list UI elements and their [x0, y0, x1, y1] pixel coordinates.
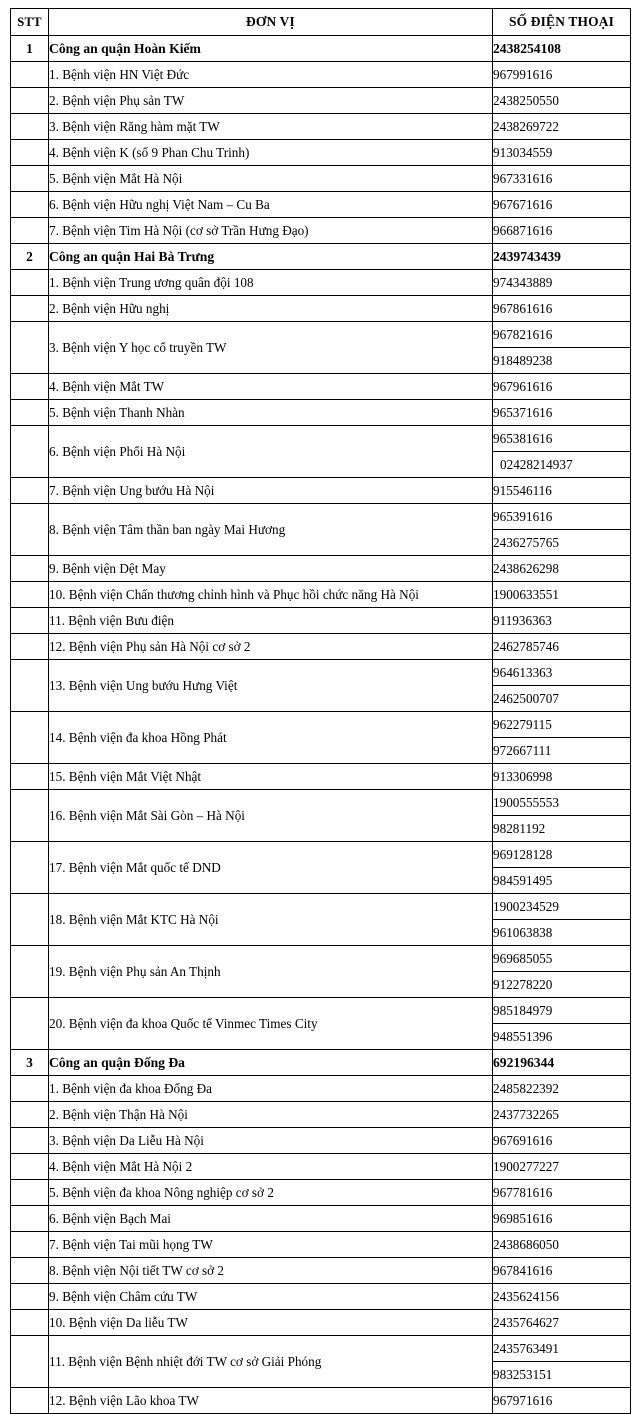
row-stt: [11, 374, 49, 400]
row-stt: [11, 88, 49, 114]
table-row: [11, 556, 631, 582]
row-stt: [11, 1284, 49, 1310]
table-row: [11, 1232, 631, 1258]
phone-number: 969685055: [493, 946, 631, 972]
unit-name: 5. Bệnh viện Thanh Nhàn: [49, 400, 493, 426]
group-row: [11, 1050, 631, 1076]
row-stt: [11, 1258, 49, 1284]
phone-number: 965391616: [493, 504, 631, 530]
phone-number: 964613363: [493, 660, 631, 686]
unit-name: 18. Bệnh viện Mắt KTC Hà Nội: [49, 894, 493, 946]
group-phone: 2439743439: [493, 244, 631, 270]
contact-table: [10, 8, 631, 1414]
phone-number-alt: 98281192: [493, 816, 631, 842]
table-row: [11, 998, 631, 1024]
phone-number: 1900555553: [493, 790, 631, 816]
phone-number: 1900633551: [493, 582, 631, 608]
row-stt: [11, 1388, 49, 1414]
unit-name: 5. Bệnh viện Mắt Hà Nội: [49, 166, 493, 192]
unit-name: 6. Bệnh viện Bạch Mai: [49, 1206, 493, 1232]
phone-number: 969128128: [493, 842, 631, 868]
phone-number: 2435624156: [493, 1284, 631, 1310]
row-stt: [11, 1336, 49, 1388]
unit-name: 1. Bệnh viện Trung ương quân đội 108: [49, 270, 493, 296]
table-row: [11, 478, 631, 504]
phone-number: 2438626298: [493, 556, 631, 582]
group-name: Công an quận Hoàn Kiếm: [49, 36, 493, 62]
phone-number: 913306998: [493, 764, 631, 790]
phone-number-alt: 2462500707: [493, 686, 631, 712]
row-stt: [11, 504, 49, 556]
table-row: [11, 790, 631, 816]
row-stt: [11, 764, 49, 790]
phone-number: 2485822392: [493, 1076, 631, 1102]
unit-name: 15. Bệnh viện Mắt Việt Nhật: [49, 764, 493, 790]
phone-number-alt: 918489238: [493, 348, 631, 374]
table-row: [11, 114, 631, 140]
phone-number: 2435763491: [493, 1336, 631, 1362]
phone-number: 2437732265: [493, 1102, 631, 1128]
table-row: [11, 192, 631, 218]
phone-number: 967961616: [493, 374, 631, 400]
unit-name: 9. Bệnh viện Châm cứu TW: [49, 1284, 493, 1310]
group-stt: 1: [11, 36, 49, 62]
phone-number: 967331616: [493, 166, 631, 192]
phone-number: 915546116: [493, 478, 631, 504]
table-row: [11, 842, 631, 868]
row-stt: [11, 166, 49, 192]
unit-name: 16. Bệnh viện Mắt Sài Gòn – Hà Nội: [49, 790, 493, 842]
table-row: [11, 1310, 631, 1336]
row-stt: [11, 998, 49, 1050]
unit-name: 7. Bệnh viện Tai mũi họng TW: [49, 1232, 493, 1258]
table-row: [11, 1388, 631, 1414]
table-row: [11, 218, 631, 244]
phone-number: 985184979: [493, 998, 631, 1024]
row-stt: [11, 582, 49, 608]
row-stt: [11, 322, 49, 374]
table-row: [11, 62, 631, 88]
unit-name: 12. Bệnh viện Lão khoa TW: [49, 1388, 493, 1414]
phone-number-alt: 948551396: [493, 1024, 631, 1050]
phone-number: 911936363: [493, 608, 631, 634]
unit-name: 2. Bệnh viện Thận Hà Nội: [49, 1102, 493, 1128]
row-stt: [11, 1206, 49, 1232]
table-row: [11, 894, 631, 920]
column-header-unit: ĐƠN VỊ: [49, 9, 493, 36]
unit-name: 19. Bệnh viện Phụ sản An Thịnh: [49, 946, 493, 998]
unit-name: 3. Bệnh viện Răng hàm mặt TW: [49, 114, 493, 140]
row-stt: [11, 1310, 49, 1336]
row-stt: [11, 1232, 49, 1258]
unit-name: 7. Bệnh viện Ung bướu Hà Nội: [49, 478, 493, 504]
table-row: [11, 1284, 631, 1310]
phone-number: 966871616: [493, 218, 631, 244]
unit-name: 6. Bệnh viện Hữu nghị Việt Nam – Cu Ba: [49, 192, 493, 218]
table-row: [11, 582, 631, 608]
unit-name: 6. Bệnh viện Phổi Hà Nội: [49, 426, 493, 478]
group-stt: 3: [11, 1050, 49, 1076]
unit-name: 4. Bệnh viện Mắt TW: [49, 374, 493, 400]
row-stt: [11, 114, 49, 140]
phone-number: 1900234529: [493, 894, 631, 920]
phone-number: 2438250550: [493, 88, 631, 114]
phone-number: 967671616: [493, 192, 631, 218]
row-stt: [11, 426, 49, 478]
table-row: [11, 660, 631, 686]
row-stt: [11, 296, 49, 322]
row-stt: [11, 478, 49, 504]
row-stt: [11, 842, 49, 894]
phone-number: 969851616: [493, 1206, 631, 1232]
phone-number: 965381616: [493, 426, 631, 452]
table-row: [11, 400, 631, 426]
header-row: [11, 9, 631, 36]
group-row: [11, 244, 631, 270]
group-name: Công an quận Hai Bà Trưng: [49, 244, 493, 270]
phone-number-alt: 2436275765: [493, 530, 631, 556]
table-row: [11, 608, 631, 634]
unit-name: 4. Bệnh viện K (số 9 Phan Chu Trinh): [49, 140, 493, 166]
column-header-phone: SỐ ĐIỆN THOẠI: [493, 9, 631, 36]
group-stt: 2: [11, 244, 49, 270]
phone-number: 967841616: [493, 1258, 631, 1284]
phone-number: 967971616: [493, 1388, 631, 1414]
row-stt: [11, 1076, 49, 1102]
unit-name: 8. Bệnh viện Nội tiết TW cơ sở 2: [49, 1258, 493, 1284]
phone-number-alt: 961063838: [493, 920, 631, 946]
row-stt: [11, 608, 49, 634]
row-stt: [11, 660, 49, 712]
table-row: [11, 1206, 631, 1232]
phone-number: 2462785746: [493, 634, 631, 660]
table-row: [11, 1258, 631, 1284]
unit-name: 11. Bệnh viện Bưu điện: [49, 608, 493, 634]
column-header-stt: STT: [11, 9, 49, 36]
phone-number: 2435764627: [493, 1310, 631, 1336]
table-row: [11, 1154, 631, 1180]
row-stt: [11, 556, 49, 582]
phone-number: 967861616: [493, 296, 631, 322]
phone-number: 2438269722: [493, 114, 631, 140]
row-stt: [11, 946, 49, 998]
phone-number: 913034559: [493, 140, 631, 166]
unit-name: 13. Bệnh viện Ung bướu Hưng Việt: [49, 660, 493, 712]
row-stt: [11, 894, 49, 946]
unit-name: 3. Bệnh viện Da Liễu Hà Nội: [49, 1128, 493, 1154]
phone-number: 967781616: [493, 1180, 631, 1206]
unit-name: 20. Bệnh viện đa khoa Quốc tế Vinmec Times City: [49, 998, 493, 1050]
row-stt: [11, 1154, 49, 1180]
table-row: [11, 296, 631, 322]
row-stt: [11, 140, 49, 166]
table-row: [11, 712, 631, 738]
phone-number-alt: 972667111: [493, 738, 631, 764]
unit-name: 8. Bệnh viện Tâm thần ban ngày Mai Hương: [49, 504, 493, 556]
table-row: [11, 504, 631, 530]
group-phone: 692196344: [493, 1050, 631, 1076]
group-row: [11, 36, 631, 62]
unit-name: 5. Bệnh viện đa khoa Nông nghiệp cơ sở 2: [49, 1180, 493, 1206]
unit-name: 11. Bệnh viện Bệnh nhiệt đới TW cơ sở Giải Phóng: [49, 1336, 493, 1388]
group-phone: 2438254108: [493, 36, 631, 62]
unit-name: 12. Bệnh viện Phụ sản Hà Nội cơ sở 2: [49, 634, 493, 660]
phone-number-alt: 983253151: [493, 1362, 631, 1388]
table-row: [11, 88, 631, 114]
phone-number: 974343889: [493, 270, 631, 296]
phone-number: 967691616: [493, 1128, 631, 1154]
phone-number: 962279115: [493, 712, 631, 738]
unit-name: 2. Bệnh viện Phụ sản TW: [49, 88, 493, 114]
phone-number: 965371616: [493, 400, 631, 426]
unit-name: 7. Bệnh viện Tim Hà Nội (cơ sở Trần Hưng Đạo): [49, 218, 493, 244]
row-stt: [11, 1128, 49, 1154]
row-stt: [11, 270, 49, 296]
unit-name: 17. Bệnh viện Mắt quốc tế DND: [49, 842, 493, 894]
unit-name: 2. Bệnh viện Hữu nghị: [49, 296, 493, 322]
row-stt: [11, 634, 49, 660]
unit-name: 9. Bệnh viện Dệt May: [49, 556, 493, 582]
table-row: [11, 1128, 631, 1154]
table-header: [11, 9, 631, 36]
unit-name: 14. Bệnh viện đa khoa Hồng Phát: [49, 712, 493, 764]
table-body: [11, 36, 631, 1414]
phone-number: 967821616: [493, 322, 631, 348]
table-row: [11, 140, 631, 166]
table-row: [11, 764, 631, 790]
unit-name: 1. Bệnh viện HN Việt Đức: [49, 62, 493, 88]
unit-name: 3. Bệnh viện Y học cổ truyền TW: [49, 322, 493, 374]
table-row: [11, 166, 631, 192]
row-stt: [11, 1180, 49, 1206]
table-row: [11, 946, 631, 972]
table-row: [11, 322, 631, 348]
group-name: Công an quận Đống Đa: [49, 1050, 493, 1076]
unit-name: 4. Bệnh viện Mắt Hà Nội 2: [49, 1154, 493, 1180]
unit-name: 10. Bệnh viện Chấn thương chỉnh hình và Phục hồi chức năng Hà Nội: [49, 582, 493, 608]
phone-number-alt: 02428214937: [493, 452, 631, 478]
row-stt: [11, 790, 49, 842]
row-stt: [11, 62, 49, 88]
row-stt: [11, 712, 49, 764]
table-row: [11, 1076, 631, 1102]
phone-number-alt: 912278220: [493, 972, 631, 998]
row-stt: [11, 192, 49, 218]
table-row: [11, 1102, 631, 1128]
row-stt: [11, 218, 49, 244]
row-stt: [11, 1102, 49, 1128]
unit-name: 1. Bệnh viện đa khoa Đống Đa: [49, 1076, 493, 1102]
table-row: [11, 374, 631, 400]
table-row: [11, 426, 631, 452]
unit-name: 10. Bệnh viện Da liễu TW: [49, 1310, 493, 1336]
phone-number: 1900277227: [493, 1154, 631, 1180]
table-row: [11, 270, 631, 296]
phone-number: 2438686050: [493, 1232, 631, 1258]
phone-number: 967991616: [493, 62, 631, 88]
table-row: [11, 1336, 631, 1362]
table-row: [11, 1180, 631, 1206]
phone-number-alt: 984591495: [493, 868, 631, 894]
table-row: [11, 634, 631, 660]
row-stt: [11, 400, 49, 426]
